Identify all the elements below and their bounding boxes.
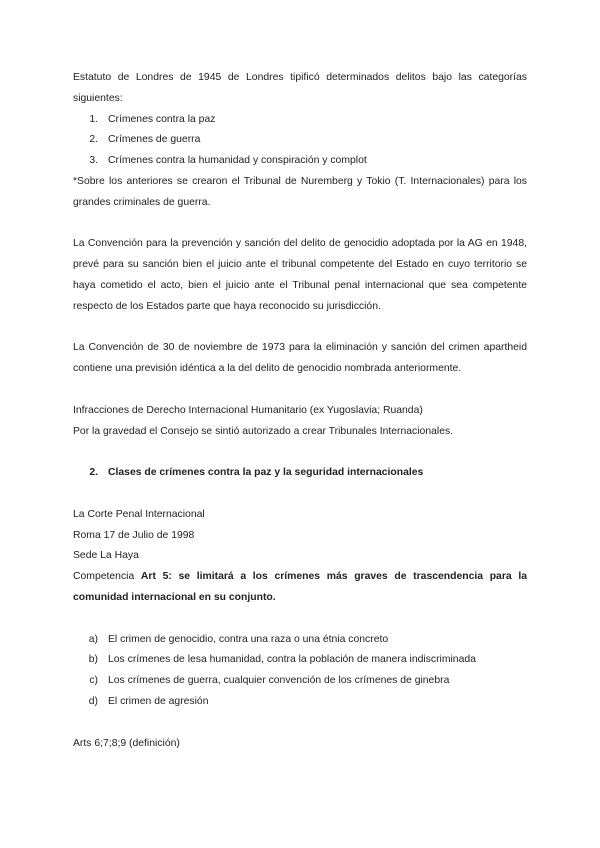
- articles-reference: Arts 6;7;8;9 (definición): [73, 737, 180, 749]
- text-line: La Convención para la prevención y sanción del delito de genocidio adoptada por la AG en 1948,: [73, 238, 527, 250]
- list-number: 2.: [89, 134, 98, 146]
- spacer: [73, 484, 527, 505]
- section-number: 2.: [89, 467, 98, 479]
- paragraph-genocide-convention: [73, 234, 527, 317]
- icc-crimes-list: [73, 630, 527, 713]
- list-item: [73, 151, 527, 172]
- text-line: *Sobre los anteriores se crearon el Tribunal de Nuremberg y Tokio (T. Internacionales) para los: [73, 175, 527, 187]
- list-number: 3.: [89, 155, 98, 167]
- competencia-line: [73, 567, 527, 588]
- paragraph-london-statute: [73, 68, 527, 110]
- spacer: [73, 442, 527, 463]
- text-line: siguientes:: [73, 92, 123, 104]
- list-text: Crímenes contra la paz: [108, 113, 216, 125]
- text-line: La Convención de 30 de noviembre de 1973 para la eliminación y sanción del crimen apartheid: [73, 342, 527, 354]
- list-item: [73, 630, 527, 651]
- crimes-list: [73, 110, 527, 172]
- list-item: [73, 650, 527, 671]
- list-text: Crímenes de guerra: [108, 134, 201, 146]
- text-line: respecto de los Estados parte que haya reconocido su jurisdicción.: [73, 300, 381, 312]
- list-item: [73, 110, 527, 131]
- text-line: La Corte Penal Internacional: [73, 508, 205, 520]
- text-line: Infracciones de Derecho Internacional Humanitario (ex Yugoslavia; Ruanda): [73, 404, 423, 416]
- list-letter: b): [88, 654, 98, 666]
- text-line: Por la gravedad el Consejo se sintió autorizado a crear Tribunales Internacionales.: [73, 425, 454, 437]
- text-line: haya cometido el acto, bien el juicio ante el Tribunal penal internacional que sea competente: [73, 279, 527, 291]
- spacer: [73, 318, 527, 339]
- text-line: prevé para su sanción bien el juicio ante el tribunal competente del Estado en cuyo territorio se: [73, 259, 527, 271]
- paragraph-tribunals-note: [73, 172, 527, 214]
- list-text: Crímenes contra la humanidad y conspiración y complot: [108, 155, 367, 167]
- text-line: contiene una previsión idéntica a la del delito de genocidio nombrada anteriormente.: [73, 363, 462, 375]
- section-title: Clases de crímenes contra la paz y la seguridad internacionales: [108, 467, 424, 479]
- spacer: [73, 380, 527, 401]
- list-letter: d): [88, 695, 98, 707]
- list-number: 1.: [89, 113, 98, 125]
- section-heading: [73, 463, 527, 484]
- paragraph-humanitarian-law: [73, 401, 527, 443]
- paragraph-apartheid-convention: [73, 338, 527, 380]
- text-line: Estatuto de Londres de 1945 de Londres tipificó determinados delitos bajo las categorías: [73, 72, 527, 83]
- list-item: [73, 671, 527, 692]
- spacer: [73, 609, 527, 630]
- list-item: [73, 130, 527, 151]
- text-line: grandes criminales de guerra.: [73, 196, 211, 208]
- spacer: [73, 214, 527, 235]
- spacer: [73, 713, 527, 734]
- text-line: comunidad internacional en su conjunto.: [73, 591, 276, 603]
- list-text: Los crímenes de lesa humanidad, contra la población de manera indiscriminada: [108, 654, 476, 666]
- paragraph-icc: [73, 505, 527, 609]
- list-text: Los crímenes de guerra, cualquier convención de los crímenes de ginebra: [108, 675, 450, 687]
- text-line: Sede La Haya: [73, 550, 139, 562]
- list-text: El crimen de genocidio, contra una raza o una étnia concreto: [108, 633, 389, 645]
- text-line: Roma 17 de Julio de 1998: [73, 529, 195, 541]
- competencia-label: Competencia: [73, 571, 135, 583]
- list-letter: a): [88, 633, 98, 645]
- list-text: El crimen de agresión: [108, 695, 209, 707]
- competencia-article: Art 5: se limitará a los crímenes más graves de trascendencia para la: [140, 571, 527, 583]
- list-letter: c): [89, 675, 98, 687]
- list-item: [73, 692, 527, 713]
